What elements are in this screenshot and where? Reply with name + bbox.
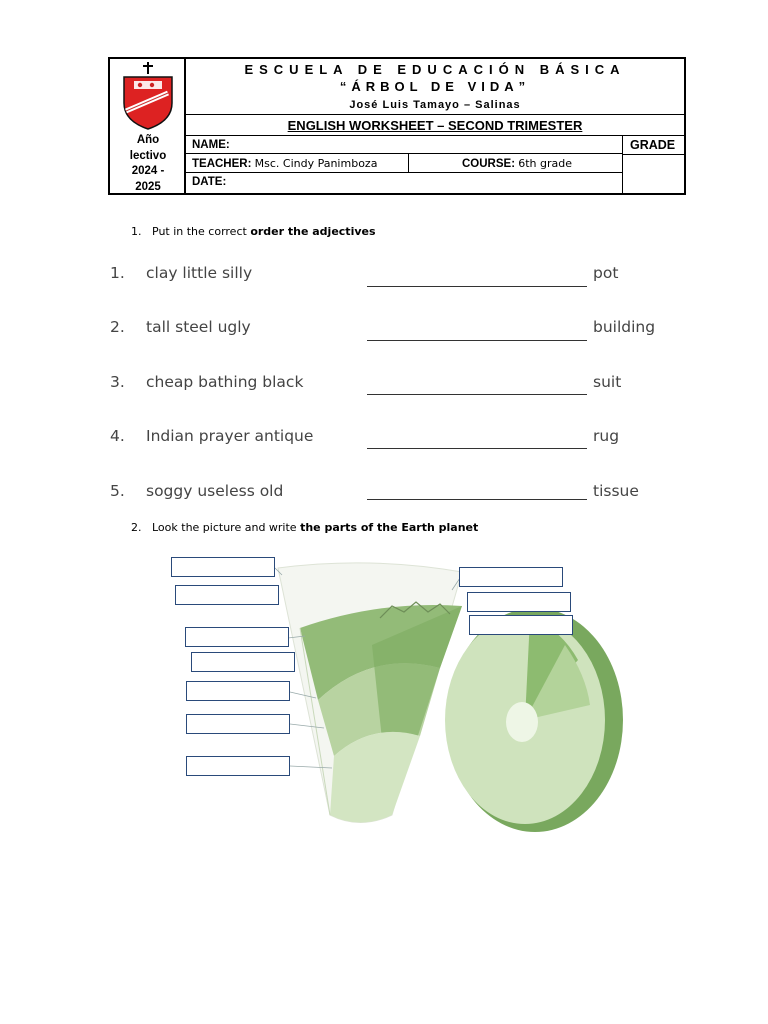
item-words: cheap bathing black: [146, 373, 304, 391]
divider: [622, 154, 684, 155]
section2-instruction: [131, 521, 478, 534]
school-name: ESCUELA DE EDUCACIÓN BÁSICA: [244, 62, 626, 77]
item-noun: rug: [593, 427, 620, 445]
teacher-label: [192, 157, 377, 170]
label-answer-box[interactable]: [171, 557, 275, 577]
label-answer-box[interactable]: [186, 681, 290, 701]
section-number: 1.: [131, 225, 142, 238]
year-line: 2025: [135, 180, 161, 193]
item-number: 2.: [110, 318, 125, 336]
year-line: 2024 -: [131, 165, 165, 177]
label-answer-box[interactable]: [459, 567, 563, 587]
name-field[interactable]: [250, 137, 615, 152]
item-noun: suit: [593, 373, 622, 391]
instruction-text: Put in the correct: [152, 225, 251, 238]
teacher-name: Msc. Cindy Panimboza: [254, 157, 378, 170]
school-year: [114, 133, 182, 195]
answer-blank[interactable]: [367, 340, 587, 341]
item-noun: pot: [593, 264, 619, 282]
label-answer-box[interactable]: [191, 652, 295, 672]
item-number: 4.: [110, 427, 125, 445]
school-crest-logo: [110, 59, 186, 139]
answer-blank[interactable]: [367, 394, 587, 395]
worksheet-title: ENGLISH WORKSHEET – SECOND TRIMESTER: [287, 118, 583, 133]
answer-blank[interactable]: [367, 286, 587, 287]
item-words: Indian prayer antique: [146, 427, 314, 445]
date-field-label: DATE:: [192, 176, 227, 188]
item-number: 5.: [110, 482, 125, 500]
label-answer-box[interactable]: [186, 714, 290, 734]
divider: [186, 172, 622, 173]
section-number: 2.: [131, 521, 142, 534]
instruction-bold: order the adjectives: [250, 225, 376, 238]
answer-blank[interactable]: [367, 499, 587, 500]
date-field[interactable]: [240, 174, 615, 191]
item-words: soggy useless old: [146, 482, 284, 500]
logo-cell: [110, 59, 186, 193]
label-answer-box[interactable]: [186, 756, 290, 776]
course-label-text: COURSE:: [462, 158, 516, 170]
course-label: [462, 157, 572, 170]
year-line: lectivo: [129, 149, 167, 162]
item-noun: building: [593, 318, 656, 336]
teacher-label-text: TEACHER:: [192, 158, 252, 170]
grade-field[interactable]: [624, 156, 684, 192]
instruction-text: Look the picture and write: [152, 521, 301, 534]
earth-layers-diagram: [0, 540, 768, 840]
course-value: 6th grade: [518, 157, 573, 170]
answer-blank[interactable]: [367, 448, 587, 449]
instruction-bold: the parts of the Earth planet: [300, 521, 479, 534]
name-field-label: NAME:: [192, 139, 230, 151]
label-answer-box[interactable]: [175, 585, 279, 605]
label-answer-box[interactable]: [467, 592, 571, 612]
divider: [186, 114, 684, 115]
school-motto: “ÁRBOL DE VIDA”: [339, 79, 531, 94]
item-words: tall steel ugly: [146, 318, 251, 336]
label-answer-box[interactable]: [469, 615, 573, 635]
label-answer-box[interactable]: [185, 627, 289, 647]
divider: [408, 153, 409, 172]
item-number: 3.: [110, 373, 125, 391]
school-location: José Luis Tamayo – Salinas: [349, 99, 521, 111]
item-number: 1.: [110, 264, 125, 282]
section1-instruction: [131, 225, 376, 238]
item-words: clay little silly: [146, 264, 253, 282]
disc-core: [506, 702, 538, 742]
divider: [186, 135, 684, 136]
year-line: Año: [136, 134, 160, 146]
grade-field-label: GRADE: [630, 138, 676, 152]
item-noun: tissue: [593, 482, 639, 500]
header-table: [108, 57, 686, 195]
divider: [622, 135, 623, 193]
divider: [186, 153, 622, 154]
